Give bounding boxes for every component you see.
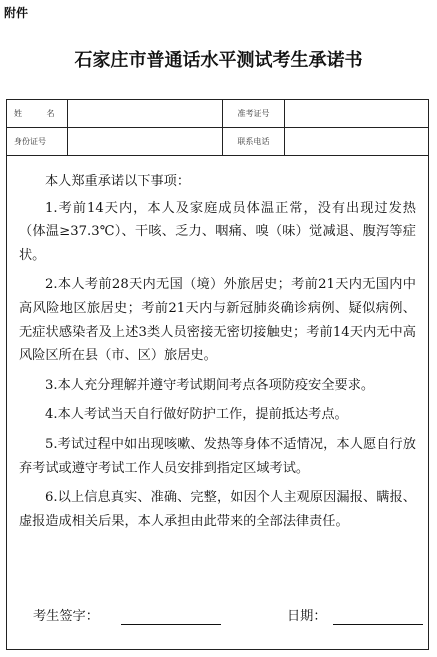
date-line[interactable] (333, 624, 423, 625)
pledge-item-1: 1.考前14天内，本人及家庭成员体温正常，没有出现过发热（体温≥37.3℃）、干咳、乏力、咽痛、嗅（味）觉减退、腹泻等症状。 (19, 200, 416, 263)
phone-label: 联系电话 (223, 128, 285, 155)
id-card-field[interactable] (68, 128, 223, 155)
pledge-body (7, 170, 428, 539)
exam-id-field[interactable] (285, 100, 430, 127)
pledge-intro: 本人郑重承诺以下事项： (45, 174, 191, 189)
info-row-name (7, 100, 428, 128)
pledge-item-3: 3.本人充分理解并遵守考试期间考点各项防疫安全要求。 (45, 377, 375, 393)
pledge-item-4: 4.本人考试当天自行做好防护工作，提前抵达考点。 (45, 407, 348, 423)
phone-field[interactable] (285, 128, 430, 155)
pledge-item-5: 5.考试过程中如出现咳嗽、发热等身体不适情况，本人愿自行放弃考试或遵守考试工作人员安排到指定区域考试。 (19, 436, 416, 476)
attachment-label: 附件 (4, 6, 29, 20)
signer-line[interactable] (121, 624, 221, 625)
exam-id-label: 准考证号 (223, 100, 285, 127)
signer-label: 考生签字： (33, 609, 99, 624)
info-row-id (7, 128, 428, 156)
pledge-form (6, 99, 429, 650)
name-label: 姓 名 (7, 100, 68, 127)
id-card-label: 身份证号 (7, 128, 68, 155)
name-field[interactable] (68, 100, 223, 127)
document-title: 石家庄市普通话水平测试考生承诺书 (74, 50, 363, 71)
pledge-item-6: 6.以上信息真实、准确、完整，如因个人主观原因漏报、瞒报、虚报造成相关后果，本人承担由此带来的全部法律责任。 (19, 490, 416, 529)
pledge-item-2: 2.本人考前28天内无国（境）外旅居史；考前21天内无国内中高风险地区旅居史；考前21天内与新冠肺炎确诊病例、疑似病例、无症状感染者及上述3类人员密接无密切接触史；考前14天内无中高风险区所在县（市、区）旅居史。 (19, 277, 416, 364)
date-label: 日期： (287, 609, 327, 624)
